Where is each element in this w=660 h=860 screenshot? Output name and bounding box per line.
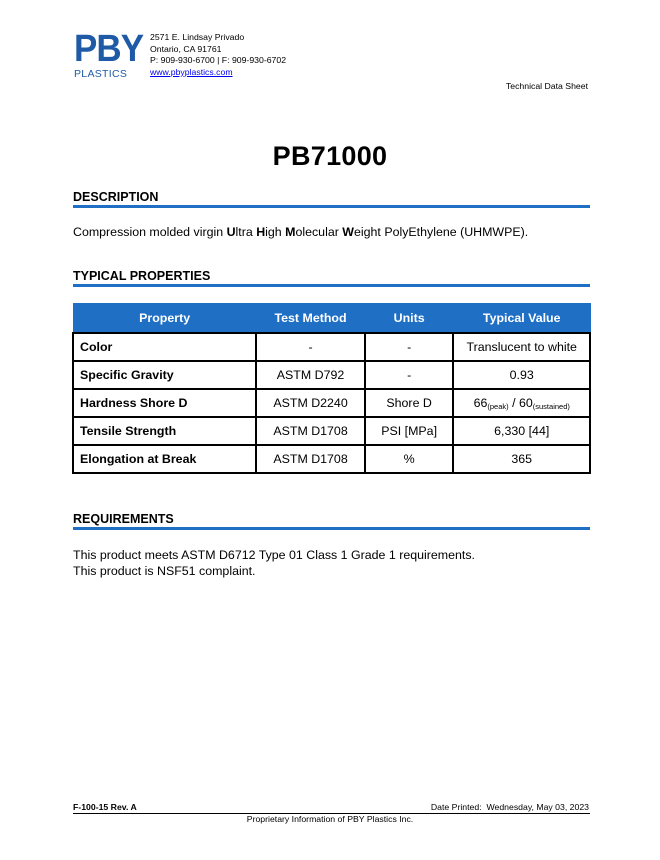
description-text: Compression molded virgin Ultra High Molecular Weight PolyEthylene (UHMWPE). bbox=[73, 225, 529, 239]
column-header-property: Property bbox=[73, 304, 256, 334]
address-line-2: Ontario, CA 91761 bbox=[150, 43, 222, 54]
proprietary-notice: Proprietary Information of PBY Plastics Inc. bbox=[246, 814, 414, 824]
requirement-line: This product meets ASTM D6712 Type 01 Class 1 Grade 1 requirements. bbox=[73, 548, 475, 562]
requirements-text bbox=[73, 547, 475, 579]
document-type: Technical Data Sheet bbox=[505, 81, 588, 91]
units-cell: % bbox=[365, 445, 454, 473]
property-cell: Specific Gravity bbox=[73, 361, 256, 389]
property-cell: Elongation at Break bbox=[73, 445, 256, 473]
table-row bbox=[73, 333, 590, 361]
column-header-units: Units bbox=[365, 304, 454, 334]
logo-subtitle: PLASTICS bbox=[74, 68, 128, 80]
properties-table bbox=[72, 303, 591, 474]
date-printed: Date Printed: Wednesday, May 03, 2023 bbox=[430, 802, 589, 812]
table-row bbox=[73, 445, 590, 473]
units-cell: Shore D bbox=[365, 389, 454, 417]
units-cell: - bbox=[365, 361, 454, 389]
value-cell: Translucent to white bbox=[453, 333, 590, 361]
logo-mark: PBY bbox=[74, 28, 144, 70]
pby-logo bbox=[74, 28, 144, 82]
method-cell: ASTM D1708 bbox=[256, 445, 365, 473]
requirement-line: This product is NSF51 complaint. bbox=[73, 564, 256, 578]
method-cell: ASTM D2240 bbox=[256, 389, 365, 417]
units-cell: PSI [MPa] bbox=[365, 417, 454, 445]
form-id: F-100-15 Rev. A bbox=[73, 802, 137, 812]
value-cell: 6,330 [44] bbox=[453, 417, 590, 445]
description-heading: DESCRIPTION bbox=[73, 190, 590, 208]
address-line-1: 2571 E. Lindsay Privado bbox=[150, 32, 245, 42]
product-title: PB71000 bbox=[272, 141, 388, 171]
company-address bbox=[150, 32, 286, 78]
website-link[interactable]: www.pbyplastics.com bbox=[150, 66, 233, 77]
table-row bbox=[73, 389, 590, 417]
value-cell: 365 bbox=[453, 445, 590, 473]
requirements-heading: REQUIREMENTS bbox=[73, 512, 590, 530]
units-cell: - bbox=[365, 333, 454, 361]
phone-fax: P: 909-930-6700 | F: 909-930-6702 bbox=[150, 55, 287, 66]
value-cell: 0.93 bbox=[453, 361, 590, 389]
method-cell: ASTM D792 bbox=[256, 361, 365, 389]
column-header-test-method: Test Method bbox=[256, 304, 365, 334]
column-header-typical-value: Typical Value bbox=[453, 304, 590, 334]
property-cell: Tensile Strength bbox=[73, 417, 256, 445]
method-cell: - bbox=[256, 333, 365, 361]
typical-properties-heading: TYPICAL PROPERTIES bbox=[73, 269, 590, 287]
method-cell: ASTM D1708 bbox=[256, 417, 365, 445]
property-cell: Hardness Shore D bbox=[73, 389, 256, 417]
property-cell: Color bbox=[73, 333, 256, 361]
table-row bbox=[73, 361, 590, 389]
value-cell: $66_{(peak)} / 60_{(sustained)}$ bbox=[453, 389, 590, 417]
table-row bbox=[73, 417, 590, 445]
